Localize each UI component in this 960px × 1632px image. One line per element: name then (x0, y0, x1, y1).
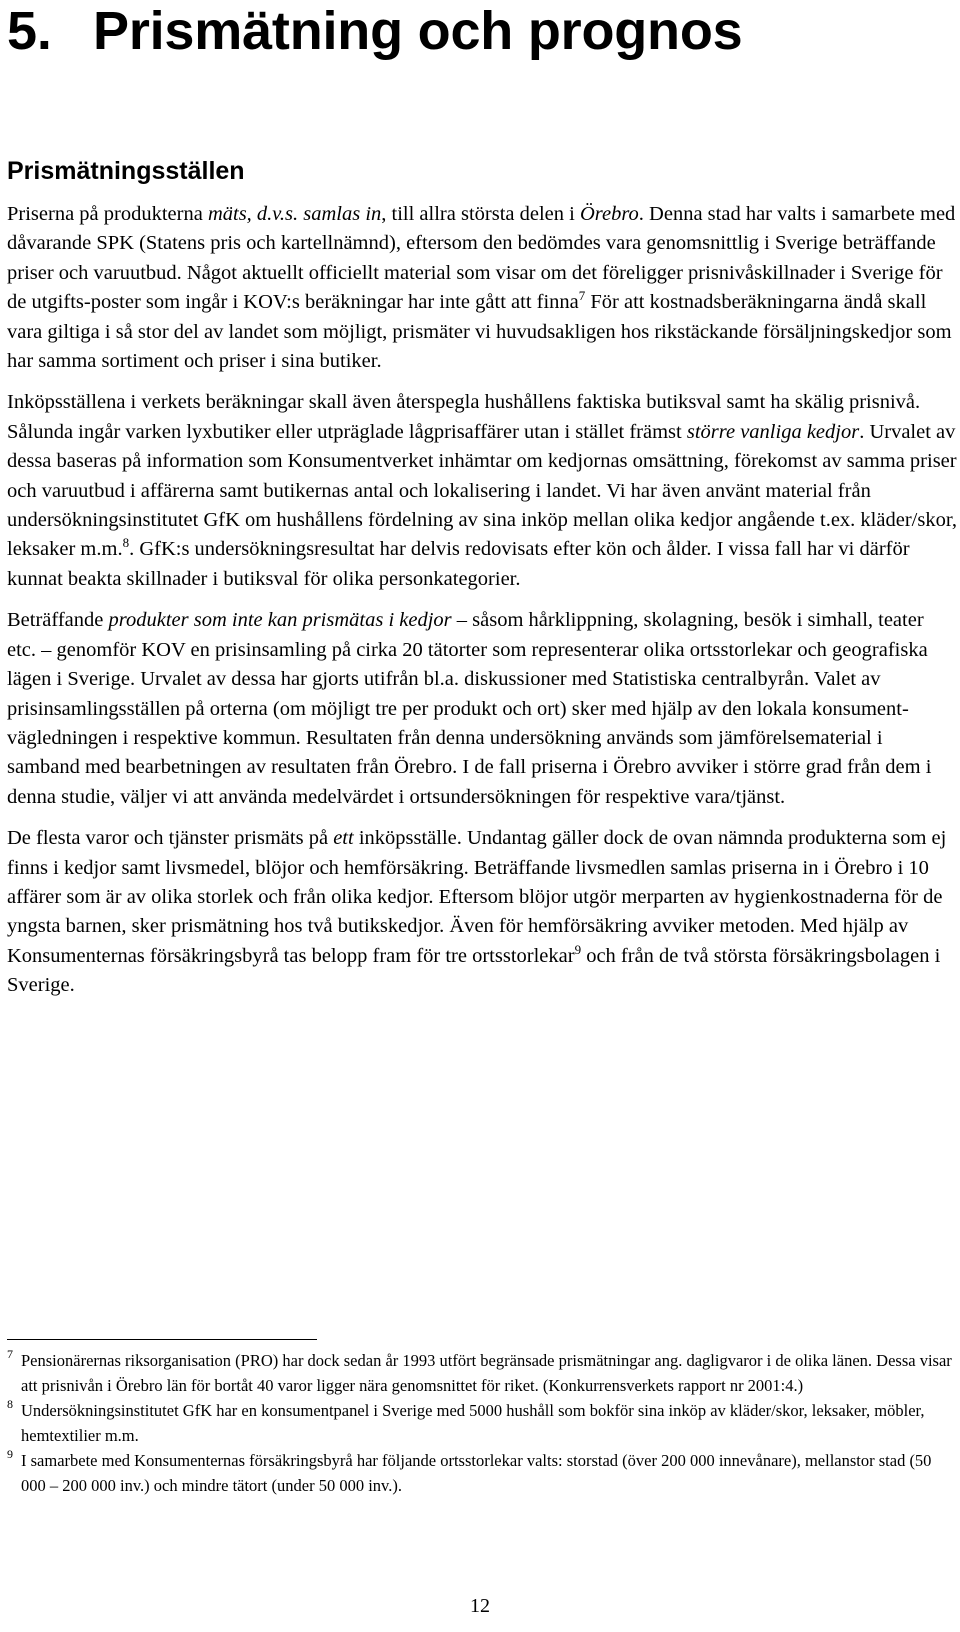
paragraph-3 (7, 606, 957, 812)
italic-run: Örebro (579, 203, 639, 225)
section-title: Prismätningsställen (7, 157, 245, 185)
footnote-separator (7, 1339, 317, 1340)
text-run: . Urvalet av dessa baseras på information som Konsumentverket inhämtar om kedjornas omsättning, förekomst av samma priser och varuutbud i affärerna samt butikernas antal och lokalisering i landet. Vi har även använt material från undersökningsinstitutet GfK om hushållens fördelning av sina inköp mellan olika kedjor angående t.ex. kläder/skor, leksaker m.m. (7, 420, 957, 561)
paragraph-1 (7, 200, 957, 376)
footnote-9 (7, 1448, 957, 1498)
footnote-8 (7, 1398, 957, 1448)
footnote-ref-7[interactable]: 7 (578, 288, 586, 304)
footnote-text: Undersökningsinstitutet GfK har en konsumentpanel i Sverige med 5000 hushåll som bokför sina inköp av kläder/skor, leksaker, möbler, hemtextilier m.m. (21, 1401, 925, 1445)
paragraph-2 (7, 388, 957, 594)
chapter-title-text: Prismätning och prognos (93, 1, 743, 61)
text-run: Beträffande (7, 609, 109, 632)
footnote-ref-9[interactable]: 9 (574, 941, 582, 957)
chapter-title (7, 0, 742, 62)
text-run: De flesta varor och tjänster prismäts på (7, 827, 334, 850)
footnote-7 (7, 1348, 957, 1398)
paragraph-4 (7, 824, 957, 1000)
footnotes (7, 1348, 957, 1498)
text-run: För att kostnadsberäkningarna ändå skall vara giltiga i så stor del av landet som möjligt, prismäter vi huvudsakligen hos rikstäckande försäljningskedjor som har samma sortiment och priser i sina butiker. (7, 291, 952, 373)
text-run: och från de två största försäkringsbolagen i Sverige. (7, 944, 941, 997)
text-run: Inköpsställena i verkets beräkningar skall även återspegla hushållens faktiska butiksval samt ha skälig prisnivå. Sålunda ingår varken lyxbutiker eller utpräglade lågprisaffärer utan i stället främst (7, 391, 921, 443)
text-run: . Denna stad har valts i samarbete med dåvarande SPK (Statens pris och kartellnämnd), eftersom den bedömdes vara genomsnittlig i Sverige beträffande priser och varuutbud. Något aktuellt officiellt material som visar om det föreligger prisnivåskillnader i Sverige för de utgifts-poster som ingår i KOV:s beräkningar har inte gått att finna (7, 203, 956, 314)
body-text (7, 200, 957, 1013)
footnote-number: 9 (7, 1447, 13, 1461)
text-run: , till allra största delen i (381, 203, 580, 225)
chapter-number: 5. (7, 1, 52, 61)
italic-run: mäts, d.v.s. samlas in (207, 203, 382, 225)
text-run: . GfK:s undersökningsresultat har delvis redovisats efter kön och ålder. I vissa fall har vi därför kunnat beakta skillnader i butiksval för olika personkategorier. (7, 538, 910, 590)
text-run: inköpsställe. Undantag gäller dock de ovan nämnda produkterna som ej finns i kedjor samt livsmedel, blöjor och hemförsäkring. Beträffande livsmedlen samlas priserna in i Örebro i 10 affärer som är av olika storlek och från olika kedjor. Eftersom blöjor utgör merparten av hygienkostnaderna för de yngsta barnen, sker prismätning hos två butikskedjor. Även för hemförsäkring avviker metoden. Med hjälp av Konsumenternas försäkringsbyrå tas belopp fram för tre ortsstorlekar (7, 827, 947, 967)
text-run: – såsom hårklippning, skolagning, besök i simhall, teater etc. – genomför KOV en prisinsamling på cirka 20 tätorter som representerar olika ortsstorlekar och geografiska lägen i Sverige. Urvalet av dessa har gjorts utifrån bl.a. diskussioner med Statistiska centralbyrån. Valet av prisinsamlingsställen på orterna (om möjligt tre per produkt och ort) sker med hjälp av den lokala konsument-vägledningen i respektive kommun. Resultaten från denna undersökning används som jämförelsematerial i samband med bearbetningen av resultaten från Örebro. I de fall priserna i Örebro avviker i större grad från dem i denna studie, väljer vi att använda medelvärdet i ortsundersökningen för respektive vara/tjänst. (7, 609, 932, 808)
italic-run: ett (333, 827, 354, 850)
footnote-text: I samarbete med Konsumenternas försäkringsbyrå har följande ortsstorlekar valts: storstad (över 200 000 innevånare), mellanstor stad (50 000 – 200 000 inv.) och mindre tätort (under 50 000 inv.). (21, 1451, 932, 1495)
italic-run: större vanliga kedjor (686, 420, 860, 443)
page-number: 12 (470, 1595, 490, 1617)
footnote-number: 7 (7, 1347, 13, 1361)
text-run: Priserna på produkterna (7, 203, 208, 225)
footnote-ref-8[interactable]: 8 (122, 535, 130, 551)
footnote-number: 8 (7, 1397, 13, 1411)
footnote-text: Pensionärernas riksorganisation (PRO) har dock sedan år 1993 utfört begränsade prismätningar ang. dagligvaror i de olika länen. Dessa visar att prisnivån i Örebro län för bortåt 40 varor ligger nära genomsnittet för riket. (Konkurrensverkets rapport nr 2001:4.) (21, 1351, 952, 1395)
italic-run: produkter som inte kan prismätas i kedjor (108, 609, 452, 632)
